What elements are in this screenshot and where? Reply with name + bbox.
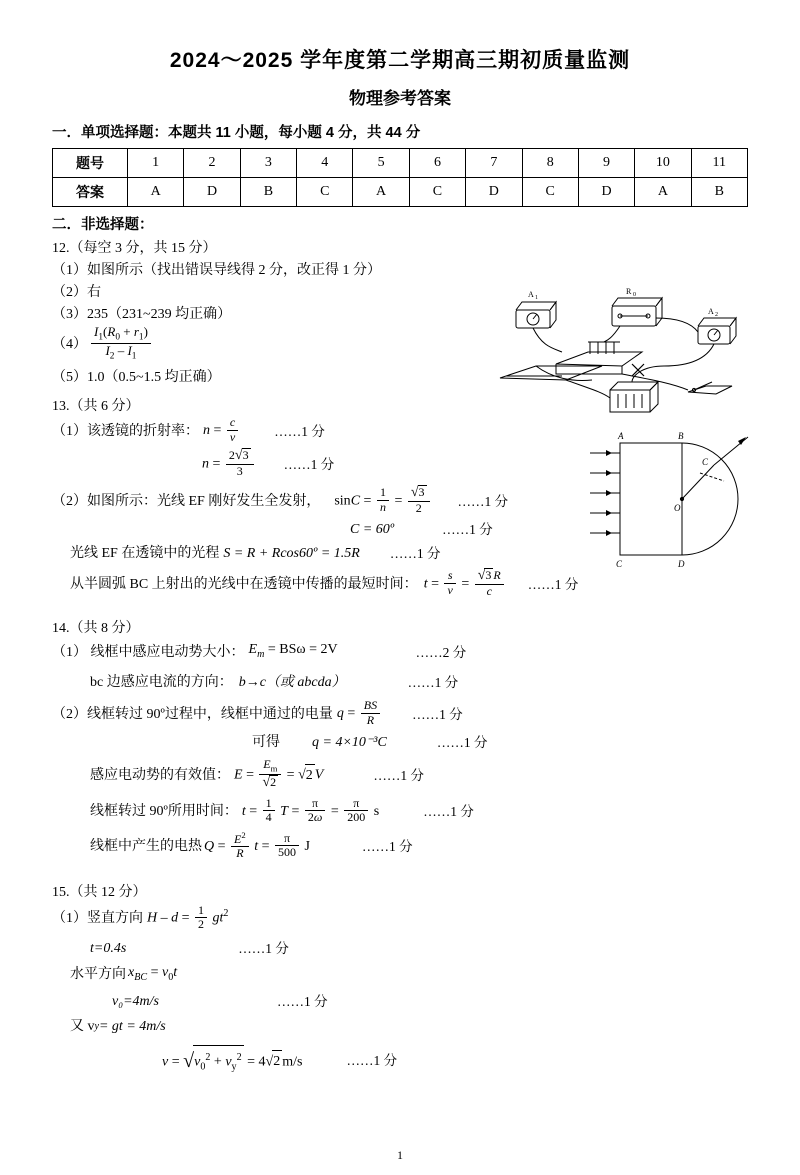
- svg-text:C: C: [616, 559, 623, 569]
- q15-points-2: ……1 分: [276, 993, 328, 1009]
- q14-points-6: ……1 分: [423, 804, 474, 820]
- q15-formula-v: $v = √v_0^2 + v_y^2 = 4√2$ m/s: [162, 1045, 302, 1077]
- table-cell-a2: D: [184, 178, 240, 207]
- q14-formula-dir: b→c（或 abcda）: [238, 675, 346, 691]
- svg-text:D: D: [678, 559, 685, 569]
- table-cell-q5: 5: [353, 149, 409, 178]
- q12-item-4-label: （4）: [52, 337, 87, 353]
- q13-formula-c60: C = 60º: [350, 522, 395, 538]
- table-cell-a10: A: [635, 178, 691, 207]
- table-row-questions: [53, 149, 748, 178]
- q14-formula-erms: E = $\frac{E_m}{√2}$ = √2 V: [234, 757, 324, 791]
- q14-line-1-text: （1） 线框中感应电动势大小：: [52, 644, 245, 660]
- page-number: 1: [397, 1148, 403, 1162]
- table-cell-a4: C: [297, 178, 353, 207]
- q14-line-2: [90, 672, 748, 693]
- section-1-heading: 一．单项选择题：本题共 11 小题，每小题 4 分，共 44 分: [52, 125, 421, 141]
- q14-line-2-text: bc 边感应电流的方向：: [90, 675, 233, 691]
- q15-formula-v0: v₀=4m/s: [112, 993, 159, 1009]
- q15-heading: 15.（共 12 分）: [52, 885, 147, 901]
- section-2-heading: 二．非选择题：: [52, 217, 154, 233]
- q14-formula-em-rest: = BSω = 2V: [264, 642, 338, 658]
- q14-points-3: ……1 分: [412, 706, 463, 722]
- q14-line-3: [52, 700, 748, 728]
- q15-line-1-text: （1）竖直方向: [52, 910, 143, 926]
- q12-item-5: （5）1.0（0.5~1.5 均正确）: [52, 370, 221, 386]
- q14-formula-q: q = $\frac{BS}{R}$: [337, 700, 382, 728]
- page-subtitle: 物理参考答案: [349, 89, 451, 108]
- svg-text:B: B: [678, 431, 684, 441]
- q14-points-5: ……1 分: [373, 767, 424, 783]
- q14-formula-em: $E_m = BS\omega = 2V$: [248, 642, 338, 661]
- q14-line-1: [52, 639, 748, 665]
- table-cell-q3: 3: [240, 149, 296, 178]
- q13-line-3-text: （2）如图所示：光线 EF 刚好发生全发射，: [52, 493, 321, 509]
- q14-points-1: ……2 分: [415, 644, 467, 660]
- table-cell-a7: D: [466, 178, 522, 207]
- q13-points-1: ……1 分: [274, 423, 325, 439]
- table-cell-a3: B: [240, 178, 296, 207]
- table-cell-q2: 2: [184, 149, 240, 178]
- q15-line-3: [70, 962, 748, 988]
- answers-table: [52, 148, 748, 207]
- answer-sheet-page: [0, 44, 800, 1175]
- q15-line-5: [70, 1016, 748, 1037]
- table-header-question: 题号: [53, 149, 128, 178]
- q14-formula-heat: Q = $\frac{E^2}{R}$ t = $\frac{\pi}{500}$ J: [204, 829, 310, 861]
- q14-line-5: [90, 759, 748, 792]
- q13-points-6: ……1 分: [527, 576, 579, 592]
- figure-lens-optics: [588, 429, 778, 579]
- q14-line-4-label: 可得: [252, 735, 280, 750]
- q13-line-5-text: 光线 EF 在透镜中的光程: [70, 546, 220, 562]
- q15-formula-h: H – d = $\frac{1}{2}$ $gt^2$: [147, 902, 229, 932]
- q13-formula-n2: n = $\frac{2√3}{3}$: [202, 449, 256, 479]
- q15-line-3-text: 水平方向: [70, 967, 126, 983]
- table-cell-q10: 10: [635, 149, 691, 178]
- page-title: 2024～2025 学年度第二学期高三期初质量监测: [169, 49, 631, 72]
- q13-points-2: ……1 分: [283, 456, 335, 472]
- q14-line-7: [90, 829, 748, 862]
- table-cell-a5: A: [353, 178, 409, 207]
- q12-item-2: （2）右: [52, 285, 101, 300]
- table-cell-q7: 7: [466, 149, 522, 178]
- q14-line-5-text: 感应电动势的有效值：: [90, 767, 230, 783]
- svg-text:C: C: [702, 457, 709, 467]
- table-cell-a11: B: [691, 178, 747, 207]
- svg-text:O: O: [674, 503, 681, 513]
- q14-line-4: [252, 732, 748, 753]
- q15-line-5-sub: y: [94, 1020, 99, 1032]
- table-cell-q8: 8: [522, 149, 578, 178]
- q12-item-1: （1）如图所示（找出错误导线得 2 分，改正得 1 分）: [52, 263, 381, 278]
- table-header-answer: 答案: [53, 178, 128, 207]
- q14-line-3-text: （2）线框转过 90º过程中，线框中通过的电量: [52, 706, 333, 722]
- q14-line-6: [90, 795, 748, 826]
- q12-heading: 12.（每空 3 分，共 15 分）: [52, 241, 217, 256]
- q13-formula-n: n = $\frac{c}{v}$: [203, 417, 240, 445]
- table-cell-q9: 9: [578, 149, 634, 178]
- q14-points-4: ……1 分: [436, 735, 488, 750]
- svg-text:A: A: [618, 431, 624, 441]
- q15-line-6: [162, 1045, 748, 1077]
- q14-points-7: ……1 分: [361, 839, 413, 855]
- q14-line-7-text: 线框中产生的电热: [90, 839, 202, 855]
- q13-heading: 13.（共 6 分）: [52, 399, 140, 415]
- svg-text:A: A: [528, 290, 534, 299]
- q13-formula-sinc: sinC = $\frac{1}{n}$ = $\frac{√3}{2}$: [334, 486, 431, 516]
- table-cell-a6: C: [409, 178, 465, 207]
- table-row-answers: [53, 178, 748, 207]
- table-cell-q6: 6: [409, 149, 465, 178]
- q12-item-3: （3）235（231~239 均正确）: [52, 307, 232, 322]
- table-cell-q4: 4: [297, 149, 353, 178]
- table-cell-a8: C: [522, 178, 578, 207]
- table-cell-q11: 11: [691, 149, 747, 178]
- q13-line-6-text: 从半圆弧 BC 上射出的光线中在透镜中传播的最短时间：: [70, 576, 418, 592]
- q12-item-4-formula: $\frac{I_1(R_0 + r_1)}{I_2 - I_1}$: [91, 325, 151, 362]
- q14-points-2: ……1 分: [407, 675, 459, 691]
- figure-circuit-experiment: [492, 282, 760, 424]
- q15-line-4: [112, 991, 748, 1012]
- table-cell-a9: D: [578, 178, 634, 207]
- q13-formula-t: t = $\frac{s}{v}$ = $\frac{√3 R}{c}$: [424, 569, 506, 599]
- svg-text:R: R: [626, 287, 632, 296]
- q15-line-2: [90, 938, 748, 959]
- q13-points-3: ……1 分: [457, 493, 509, 509]
- q15-points-3: ……1 分: [346, 1053, 398, 1069]
- table-cell-q1: 1: [128, 149, 184, 178]
- q14-formula-qval: q = 4×10⁻³C: [312, 735, 387, 750]
- q13-points-4: ……1 分: [442, 522, 493, 538]
- q15-line-5-rest: = gt = 4m/s: [98, 1018, 166, 1034]
- table-cell-a1: A: [128, 178, 184, 207]
- q15-line-5-text: 又 v: [70, 1018, 95, 1034]
- q13-line-1-text: （1）该透镜的折射率：: [52, 423, 199, 439]
- q15-formula-xbc: $x_{BC} = v_0t$: [128, 964, 178, 983]
- svg-text:1: 1: [535, 295, 538, 301]
- q14-formula-em-symbol: E: [248, 642, 258, 658]
- q15-line-1: [52, 903, 748, 932]
- q13-points-5: ……1 分: [389, 546, 441, 562]
- q14-heading: 14.（共 8 分）: [52, 621, 140, 637]
- svg-text:2: 2: [715, 312, 718, 318]
- q14-line-6-text: 线框转过 90º所用时间：: [90, 804, 238, 820]
- q13-formula-s: S = R + Rcos60º = 1.5R: [223, 546, 360, 562]
- svg-text:A: A: [708, 307, 714, 316]
- q15-points-1: ……1 分: [238, 940, 289, 956]
- q14-formula-time: t = $\frac{1}{4}$ T = $\frac{\pi}{2\omega}$ = $\frac{\pi}{200}$ s: [241, 795, 380, 825]
- svg-text:0: 0: [633, 292, 636, 298]
- q15-formula-t: t=0.4s: [90, 940, 127, 956]
